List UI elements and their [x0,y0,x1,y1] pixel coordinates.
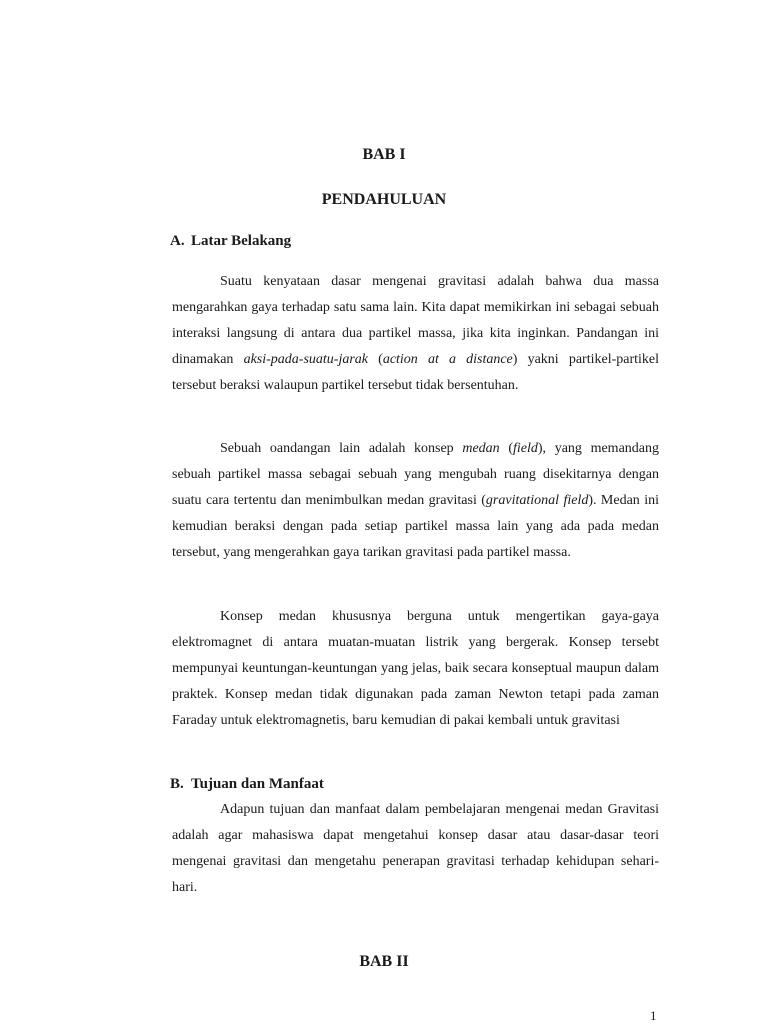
paragraph-latar-2 [172,436,659,566]
italic-term: action at a distance [382,351,513,367]
italic-term: gravitational field [485,492,589,508]
page-number: 1 [650,1008,657,1023]
section-b-title: Tujuan dan Manfaat [191,776,324,792]
section-b-heading [170,776,324,793]
text-run: Suatu kenyataan dasar mengenai gravitasi adalah bahwa dua massa mengarahkan gaya terhadap satu sama lain. Kita dapat memikirkan ini sebagai sebuah interaksi langsung di antara dua partikel massa, jika kita inginkan. Pandangan ini dinamakan [172,274,659,367]
text-run: ( [499,441,513,456]
italic-term: aksi-pada-suatu-jarak [243,351,368,367]
text-run: ) yakni partikel-partikel tersebut beraksi walaupun partikel tersebut tidak bersentuhan. [172,351,660,393]
text-run: ), yang memandang sebuah partikel massa sebagai sebuah yang mengubah ruang disekitarnya dengan suatu cara tertentu dan menimbulkan medan gravitasi ( [172,441,660,508]
paragraph-tujuan-1 [172,797,659,901]
text-run: Adapun tujuan dan manfaat dalam pembelajaran mengenai medan Gravitasi adalah agar mahasiswa dapat mengetahui konsep dasar atau dasar-dasar teori mengenai gravitasi dan mengetahu penerapan gravitasi terhadap kehidupan sehari-hari. [172,802,659,895]
paragraph-latar-1 [172,269,659,399]
next-chapter-number: BAB II [359,953,409,970]
text-run: ). Medan ini kemudian beraksi dengan pada setiap partikel massa lain yang ada pada medan tersebut, yang mengerahkan gaya tarikan gravitasi pada partikel massa. [172,492,659,560]
section-a-title: Latar Belakang [191,233,292,249]
chapter-title: PENDAHULUAN [321,191,447,208]
section-a-letter: A. [170,233,185,249]
text-run: ( [368,351,383,367]
text-run: Konsep medan khususnya berguna untuk mengertikan gaya-gaya elektromagnet di antara muatan-muatan listrik yang bergerak. Konsep tersebt mempunyai keuntungan-keuntungan yang jelas, baik secara konseptual maupun dalam praktek. Konsep medan tidak digunakan pada zaman Newton tetapi pada zaman Faraday untuk elektromagnetis, baru kemudian di pakai kembali untuk gravitasi [172,609,659,728]
section-a-heading [170,233,291,250]
section-b-letter: B. [170,776,184,792]
chapter-number: BAB I [362,146,406,163]
text-run: Sebuah oandangan lain adalah konsep [220,441,463,456]
italic-term: medan [462,441,500,456]
paragraph-latar-3 [172,604,659,734]
italic-term: field [513,441,538,456]
